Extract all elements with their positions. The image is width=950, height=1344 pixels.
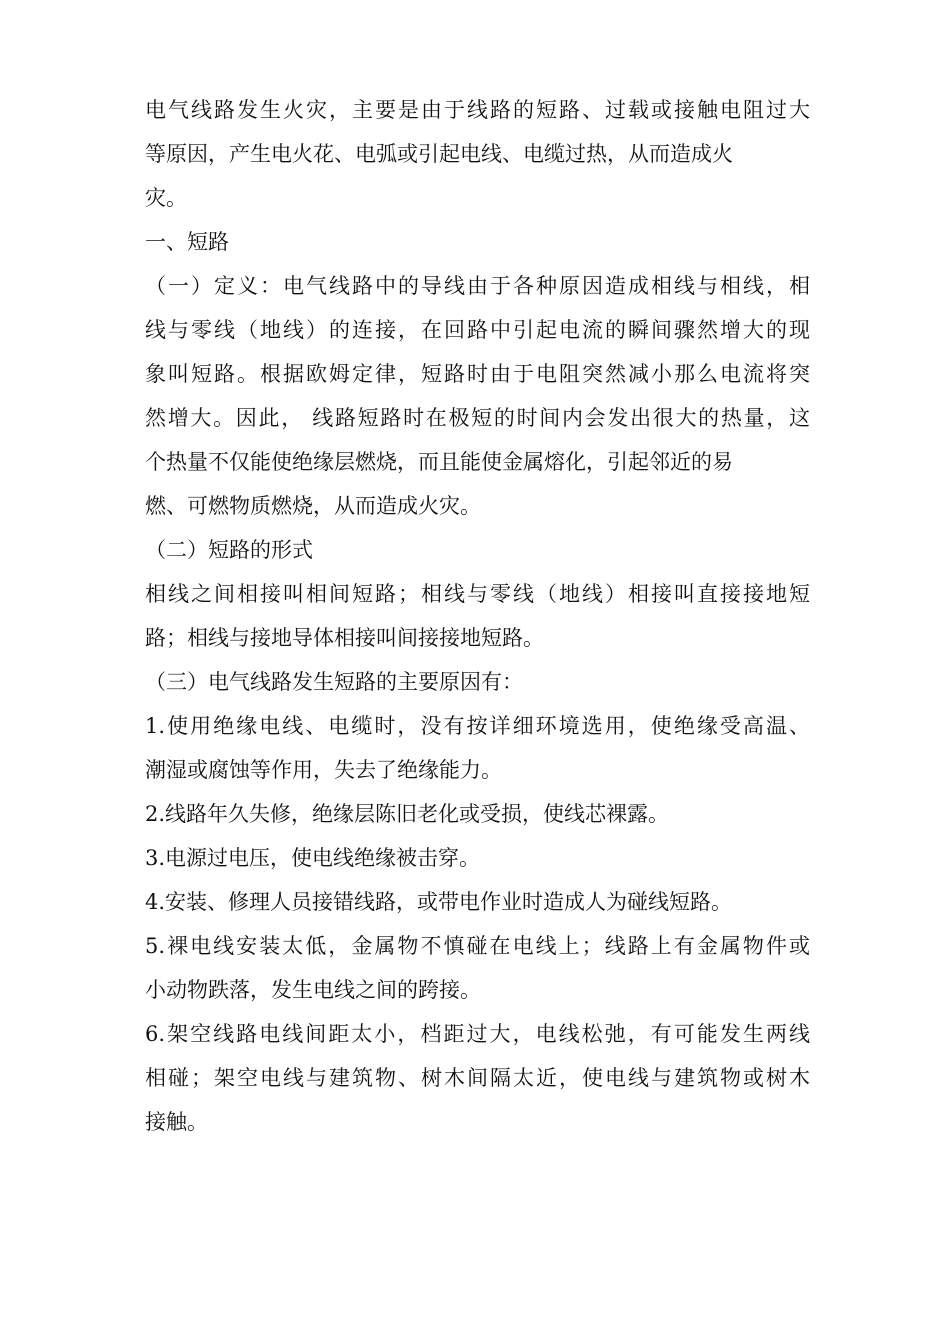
section-heading: 一、短路 (145, 230, 229, 254)
list-item-continuation: 相碰；架空电线与建筑物、树木间隔太近，使电线与建筑物或树木 (145, 1066, 810, 1090)
list-item-continuation: 小动物跌落，发生电线之间的跨接。 (145, 978, 481, 1002)
list-item: 4.安装、修理人员接错线路，或带电作业时造成人为碰线短路。 (145, 890, 733, 914)
subsection-heading: （二）短路的形式 (145, 538, 313, 562)
text-line: （一）定义：电气线路中的导线由于各种原因造成相线与相线，相 (145, 274, 810, 298)
list-item: 6.架空线路电线间距太小，档距过大，电线松弛，有可能发生两线 (145, 1022, 810, 1046)
list-item: 3.电源过电压，使电线绝缘被击穿。 (145, 846, 481, 870)
text-line: 电气线路发生火灾，主要是由于线路的短路、过载或接触电阻过大 (145, 98, 810, 122)
document-body (145, 88, 810, 1144)
text-line: 象叫短路。根据欧姆定律，短路时由于电阻突然减小那么电流将突 (145, 362, 810, 386)
subsection-heading: （三）电气线路发生短路的主要原因有： (145, 670, 523, 694)
text-line: 路；相线与接地导体相接叫间接接地短路。 (145, 626, 544, 650)
text-line: 灾。 (145, 186, 187, 210)
text-line: 相线之间相接叫相间短路；相线与零线（地线）相接叫直接接地短 (145, 582, 810, 606)
list-item: 2.线路年久失修，绝缘层陈旧老化或受损，使线芯裸露。 (145, 802, 670, 826)
list-item: 5.裸电线安装太低，金属物不慎碰在电线上；线路上有金属物件或 (145, 934, 810, 958)
text-line: 个热量不仅能使绝缘层燃烧，而且能使金属熔化，引起邻近的易 (145, 450, 733, 474)
text-line: 然增大。因此， 线路短路时在极短的时间内会发出很大的热量，这 (145, 406, 810, 430)
list-item: 1.使用绝缘电线、电缆时，没有按详细环境选用，使绝缘受高温、 (145, 714, 810, 738)
text-line: 等原因，产生电火花、电弧或引起电线、电缆过热，从而造成火 (145, 142, 733, 166)
text-line: 燃、可燃物质燃烧，从而造成火灾。 (145, 494, 481, 518)
list-item-continuation: 接触。 (145, 1110, 208, 1134)
text-line: 线与零线（地线）的连接，在回路中引起电流的瞬间骤然增大的现 (145, 318, 810, 342)
list-item-continuation: 潮湿或腐蚀等作用，失去了绝缘能力。 (145, 758, 502, 782)
